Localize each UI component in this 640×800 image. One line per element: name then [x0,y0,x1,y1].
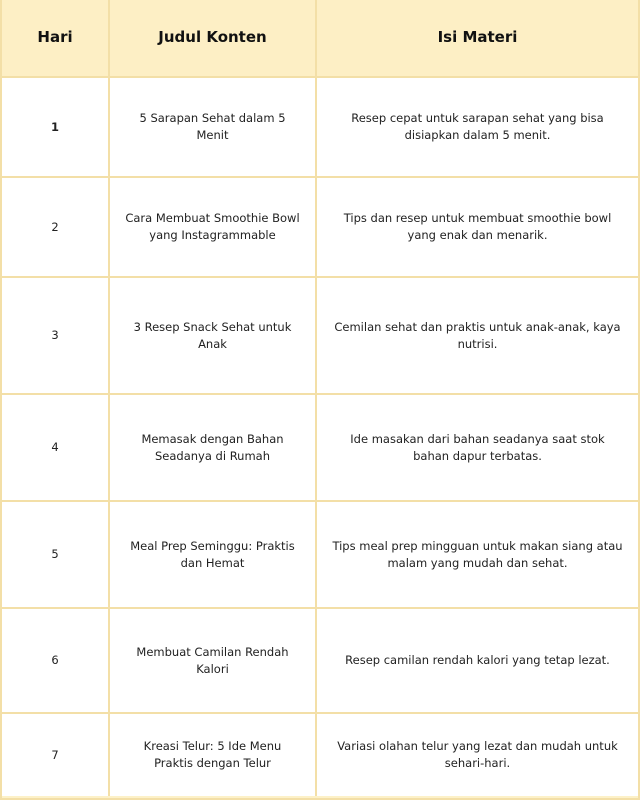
cell-hari: 4 [51,440,59,455]
cell-hari: 2 [51,219,59,234]
cell-isi: Tips meal prep mingguan untuk makan siang atau malam yang mudah dan sehat. [315,502,638,607]
table-row [2,276,638,393]
cell-isi: Resep camilan rendah kalori yang tetap lezat. [315,609,638,712]
cell-isi: Cemilan sehat dan praktis untuk anak-anak, kaya nutrisi. [315,278,638,393]
table-row [2,76,638,176]
cell-judul: 3 Resep Snack Sehat untuk Anak [108,278,315,393]
cell-judul: 5 Sarapan Sehat dalam 5 Menit [108,78,315,176]
cell-judul: Membuat Camilan Rendah Kalori [108,609,315,712]
table-row [2,607,638,712]
table-row [2,712,638,796]
cell-hari: 1 [50,119,59,134]
header-hari: Hari [37,28,73,47]
cell-isi: Variasi olahan telur yang lezat dan mudah untuk sehari-hari. [315,714,638,796]
cell-judul: Meal Prep Seminggu: Praktis dan Hemat [108,502,315,607]
table-row [2,500,638,607]
cell-judul: Kreasi Telur: 5 Ide Menu Praktis dengan Telur [108,714,315,796]
table-row [2,176,638,276]
table-row [2,393,638,500]
header-judul-konten: Judul Konten [108,0,315,76]
header-isi-materi: Isi Materi [315,0,638,76]
table-header [2,0,638,76]
cell-hari: 3 [51,328,59,343]
cell-hari: 6 [51,653,59,668]
cell-isi: Tips dan resep untuk membuat smoothie bowl yang enak dan menarik. [315,178,638,276]
cell-hari: 5 [51,547,59,562]
cell-judul: Memasak dengan Bahan Seadanya di Rumah [108,395,315,500]
cell-isi: Resep cepat untuk sarapan sehat yang bisa disiapkan dalam 5 menit. [315,78,638,176]
cell-isi: Ide masakan dari bahan seadanya saat stok bahan dapur terbatas. [315,395,638,500]
cell-hari: 7 [51,747,59,762]
cell-judul: Cara Membuat Smoothie Bowl yang Instagrammable [108,178,315,276]
